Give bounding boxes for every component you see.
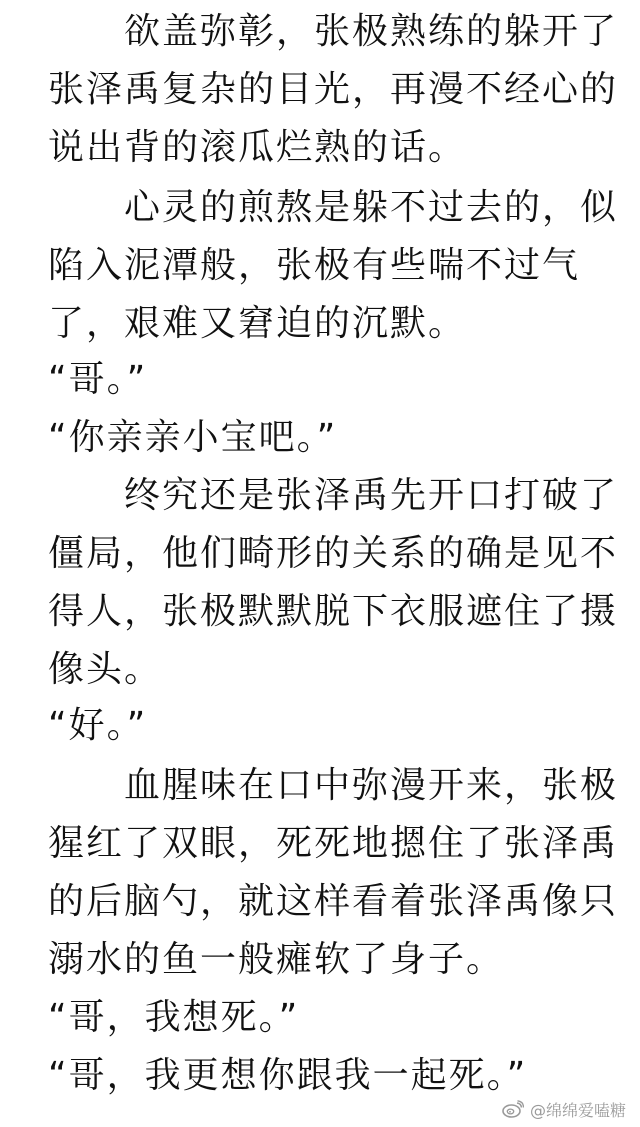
text-line: 血腥味在口中弥漫开来，张极 [48, 765, 619, 806]
text-line: “好。” [48, 705, 148, 746]
text-line: 说出背的滚瓜烂熟的话。 [48, 127, 467, 168]
weibo-watermark [502, 1096, 626, 1122]
text-line: “哥，我想死。” [48, 997, 300, 1038]
text-line: 得人，张极默默脱下衣服遮住了摄 [48, 591, 619, 632]
text-line: 欲盖弥彰，张极熟练的躲开了 [48, 11, 619, 52]
text-line: “哥，我更想你跟我一起死。” [48, 1055, 528, 1096]
text-line: 终究还是张泽禹先开口打破了 [48, 475, 619, 516]
text-line: 张泽禹复杂的目光，再漫不经心的 [48, 69, 619, 110]
text-line: 僵局，他们畸形的关系的确是见不 [48, 533, 619, 574]
text-line: 陷入泥潭般，张极有些喘不过气 [48, 245, 581, 286]
text-line: 溺水的鱼一般瘫软了身子。 [48, 939, 505, 980]
weibo-icon [502, 1100, 524, 1118]
text-line: 心灵的煎熬是躲不过去的，似 [48, 187, 619, 228]
text-line: 的后脑勺，就这样看着张泽禹像只 [48, 881, 619, 922]
watermark-text: @绵绵爱嗑糖 [529, 1100, 626, 1120]
text-line: 猩红了双眼，死死地摁住了张泽禹 [48, 823, 619, 864]
text-line: 像头。 [48, 649, 163, 690]
text-line: 了，艰难又窘迫的沉默。 [48, 303, 467, 344]
text-line: “哥。” [48, 359, 148, 400]
text-line: “你亲亲小宝吧。” [48, 417, 338, 458]
